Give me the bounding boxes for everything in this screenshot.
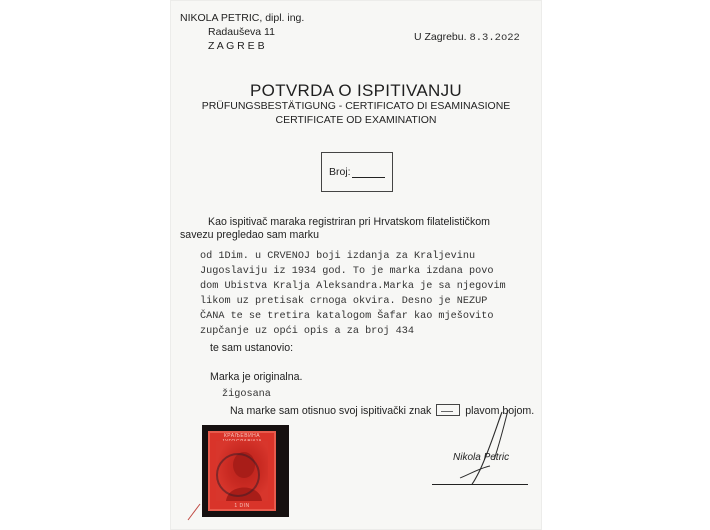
number-box: [321, 152, 393, 192]
certificate-subtitle-2: CERTIFICATE OD EXAMINATION: [275, 114, 437, 126]
mark-statement-after: plavom bojom.: [465, 405, 535, 417]
certificate-page: [170, 0, 542, 530]
mark-statement-before: Na marke sam otisnuo svoj ispitivački znak: [230, 405, 432, 417]
stamp-image: [202, 425, 289, 517]
date-value: 8.3.2o22: [469, 32, 520, 44]
description-line: Jugoslaviju iz 1934 god. To je marka izdana povo: [200, 266, 494, 277]
description-line: dom Ubistva Kralja Aleksandra.Marka je sa njegovim: [200, 281, 506, 292]
signature-line: [432, 484, 528, 485]
intro-line-2: savezu pregledao sam marku: [180, 229, 319, 241]
examiner-name: NIKOLA PETRIC, dipl. ing.: [180, 12, 305, 24]
postmark-cancel: [216, 453, 260, 497]
certificate-title: POTVRDA O ISPITIVANJU: [250, 81, 462, 100]
number-label: Broj:: [329, 166, 351, 178]
stamp-top-text: КРАЉЕВИНА: [223, 433, 261, 439]
description-line: od 1Dim. u CRVENOJ boji izdanja za Kraljevinu: [200, 251, 476, 262]
date-line: [414, 31, 520, 44]
cancelled-text: žigosana: [222, 389, 271, 400]
description-line: likom uz pretisak crnoga okvira. Desno je NEZUP: [200, 296, 488, 307]
stamp: [208, 431, 276, 511]
certificate-subtitle-1: PRÜFUNGSBESTÄTIGUNG - CERTIFICATO DI ESAMINASIONE: [201, 100, 511, 112]
examiner-city: Z A G R E B: [208, 40, 265, 52]
intro-line-1: Kao ispitivač maraka registriran pri Hrvatskom filatelističkom: [208, 216, 490, 228]
examiner-street: Radauševa 11: [208, 26, 275, 38]
stamp-bottom-text: 1 DIN: [234, 503, 250, 509]
pen-stroke-icon: [186, 500, 206, 522]
number-blank-line: [352, 177, 385, 178]
original-text: Marka je originalna.: [210, 371, 303, 383]
description-line: zupčanje uz opći opis a za broj 434: [200, 326, 414, 337]
signature-scribble-icon: [450, 408, 530, 488]
signature-name: Nikola Petric: [453, 452, 510, 463]
date-place: U Zagrebu.: [414, 31, 467, 43]
description-line: ČANA te se tretira katalogom Šafar kao mješovito: [200, 311, 494, 322]
established-text: te sam ustanovio:: [210, 342, 294, 354]
